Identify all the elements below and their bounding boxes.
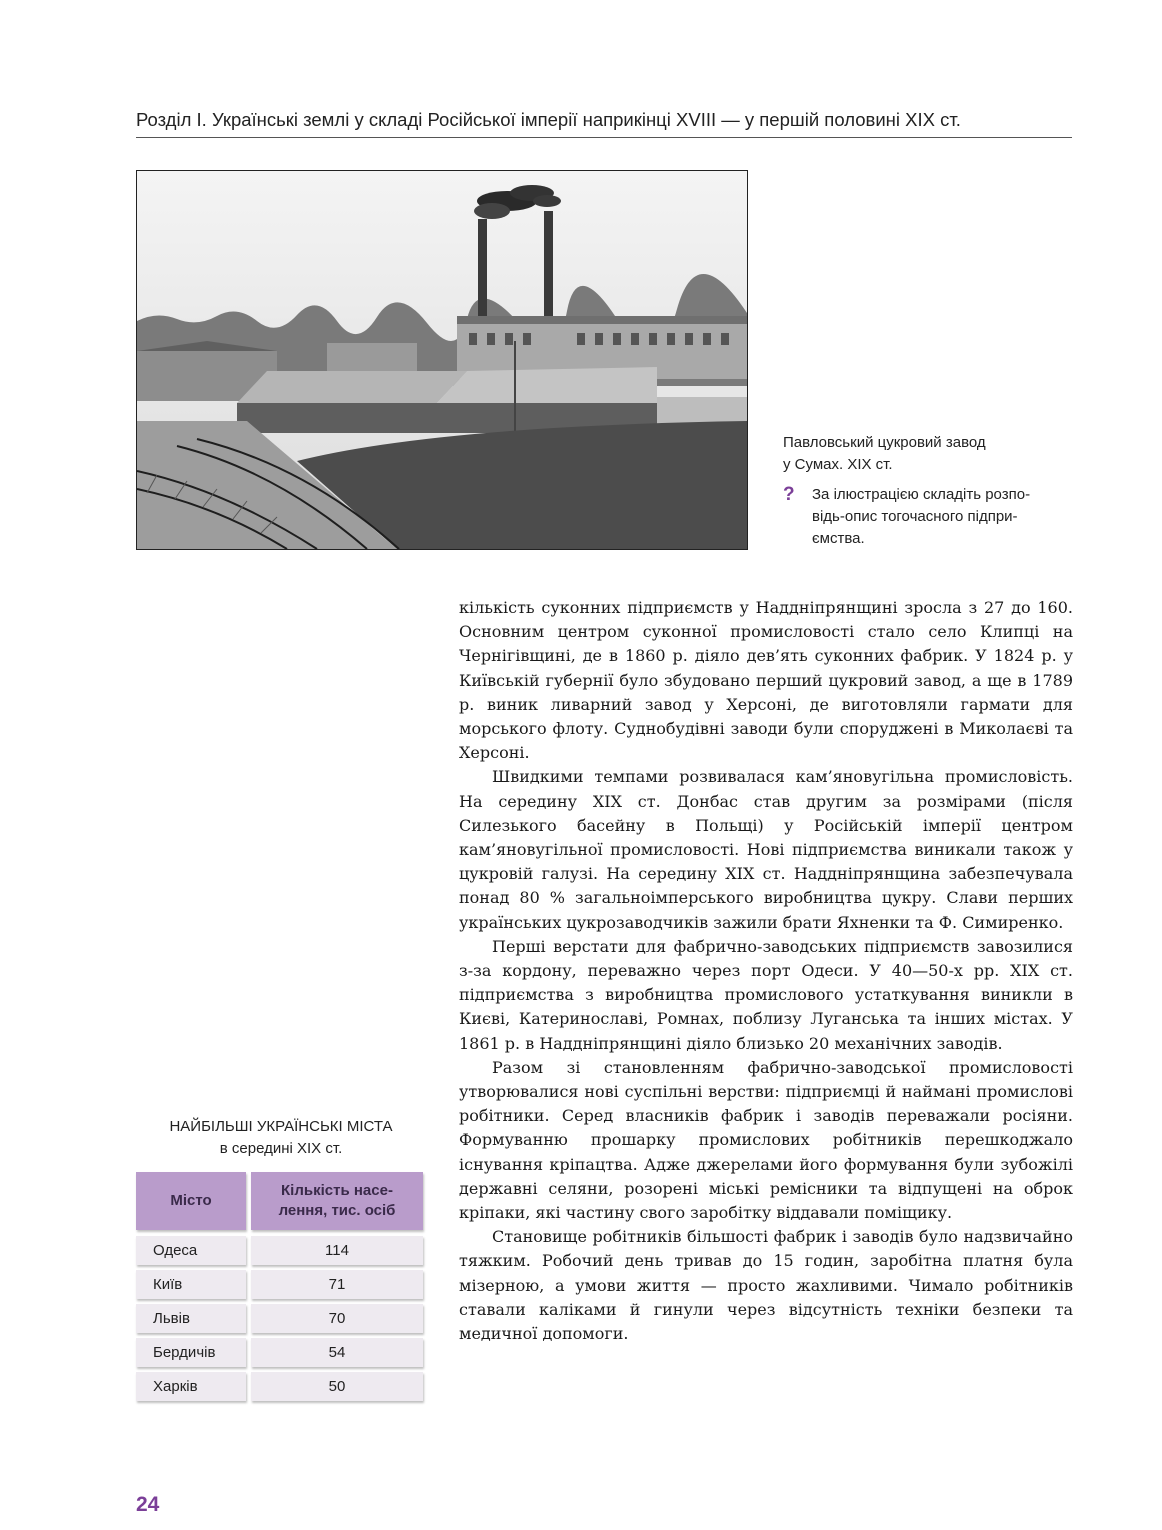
paragraph: Швидкими темпами розвивалася кам’яновугільна промисловість. На середину XIX ст. Донбас став другим за розмірами (після Силезького басейну в Польщі) у Російській імперії центром кам’яновугільної промисловості. Нові підприємства виникали також у цукровій галузі. На середину XIX ст. Наддніпрянщина забезпечувала понад 80 % загальноімперського виробництва цукру. Слави перших українських цукрозаводчиків зажили брати Яхненки та Ф. Симиренко. <box>459 767 1073 932</box>
factory-photo <box>136 170 748 550</box>
table-row <box>136 1338 426 1367</box>
cell-population: 50 <box>251 1372 423 1401</box>
caption-line: Павловський цукровий завод <box>783 434 986 451</box>
table-title-line: НАЙБІЛЬШІ УКРАЇНСЬКІ МІСТА <box>169 1118 393 1135</box>
table-row <box>136 1304 426 1333</box>
cell-population: 114 <box>251 1236 423 1265</box>
main-text <box>459 596 1073 1346</box>
cell-city: Бердичів <box>136 1338 246 1367</box>
paragraph: Разом зі становленням фабрично-заводської промисловості утворювалися нові суспільні верстви: підприємці й наймані промислові робітники. Серед власників фабрик і заводів переважали росіяни. Формуванню прошарку промислових робітників перешкоджало існування кріпацтва. Адже джерелами його формування були зубожілі державні селяни, розорені міські ремісники та відпущені на оброк кріпаки, які частину свого заробітку віддавали поміщику. <box>459 1057 1073 1223</box>
table-header-row <box>136 1172 426 1230</box>
table-row <box>136 1270 426 1299</box>
cell-city: Одеса <box>136 1236 246 1265</box>
page-number: 24 <box>136 1493 160 1516</box>
figure-caption <box>783 432 1073 476</box>
question-line: За ілюстрацією складіть розпо- <box>812 486 1031 503</box>
header-population-line: Кількість насе- <box>281 1182 393 1199</box>
cell-city: Київ <box>136 1270 246 1299</box>
cell-population: 54 <box>251 1338 423 1367</box>
paragraph: Становище робітників більшості фабрик і заводів було надзвичайно тяжким. Робочий день тривав до 15 годин, заробітна платня була мізерною, а умови життя — просто жахливими. Чимало робітників ставали каліками й гинули через відсутність техніки безпеки та медичної допомоги. <box>459 1227 1073 1344</box>
header-population-line: лення, тис. осіб <box>278 1202 396 1219</box>
cell-city: Харків <box>136 1372 246 1401</box>
table-subtitle-line: в середині XIX ст. <box>219 1140 343 1157</box>
paragraph: кількість суконних підприємств у Наддніпрянщині зросла з 27 до 160. Основним центром суконної промисловості стало село Клипці на Чернігівщині, де в 1860 р. діяло дев’ять суконних фабрик. У 1824 р. у Київській губернії було збудовано перший цукровий завод, а ще в 1789 р. виник ливарний завод у Херсоні, де виготовляли гармати для морського флоту. Суднобудівні заводи були споруджені в Миколаєві та Херсоні. <box>459 598 1073 763</box>
question-line: відь-опис тогочасного підпри- <box>812 508 1018 525</box>
chapter-title: Розділ I. Українські землі у складі Російської імперії наприкінці XVIII — у першій половині XIX ст. <box>136 109 961 130</box>
header-city: Місто <box>136 1172 246 1230</box>
cities-table <box>136 1172 426 1401</box>
figure-question <box>783 484 1073 550</box>
question-mark-icon: ? <box>783 484 795 505</box>
caption-line: у Сумах. XIX ст. <box>783 456 893 473</box>
table-row <box>136 1372 426 1401</box>
table-title <box>136 1116 426 1160</box>
question-line: ємства. <box>812 530 865 547</box>
cell-population: 71 <box>251 1270 423 1299</box>
running-header <box>136 109 1072 138</box>
paragraph: Перші верстати для фабрично-заводських підприємств завозилися з-за кордону, переважно через порт Одеси. У 40—50-х рр. XIX ст. підприємства з виробництва промислового устаткування виникли в Києві, Катеринославі, Ромнах, поблизу Луганська та інших містах. У 1861 р. в Наддніпрянщині діяло близько 20 механічних заводів. <box>459 936 1073 1053</box>
cell-city: Львів <box>136 1304 246 1333</box>
header-population <box>251 1172 423 1230</box>
cell-population: 70 <box>251 1304 423 1333</box>
table-row <box>136 1236 426 1265</box>
